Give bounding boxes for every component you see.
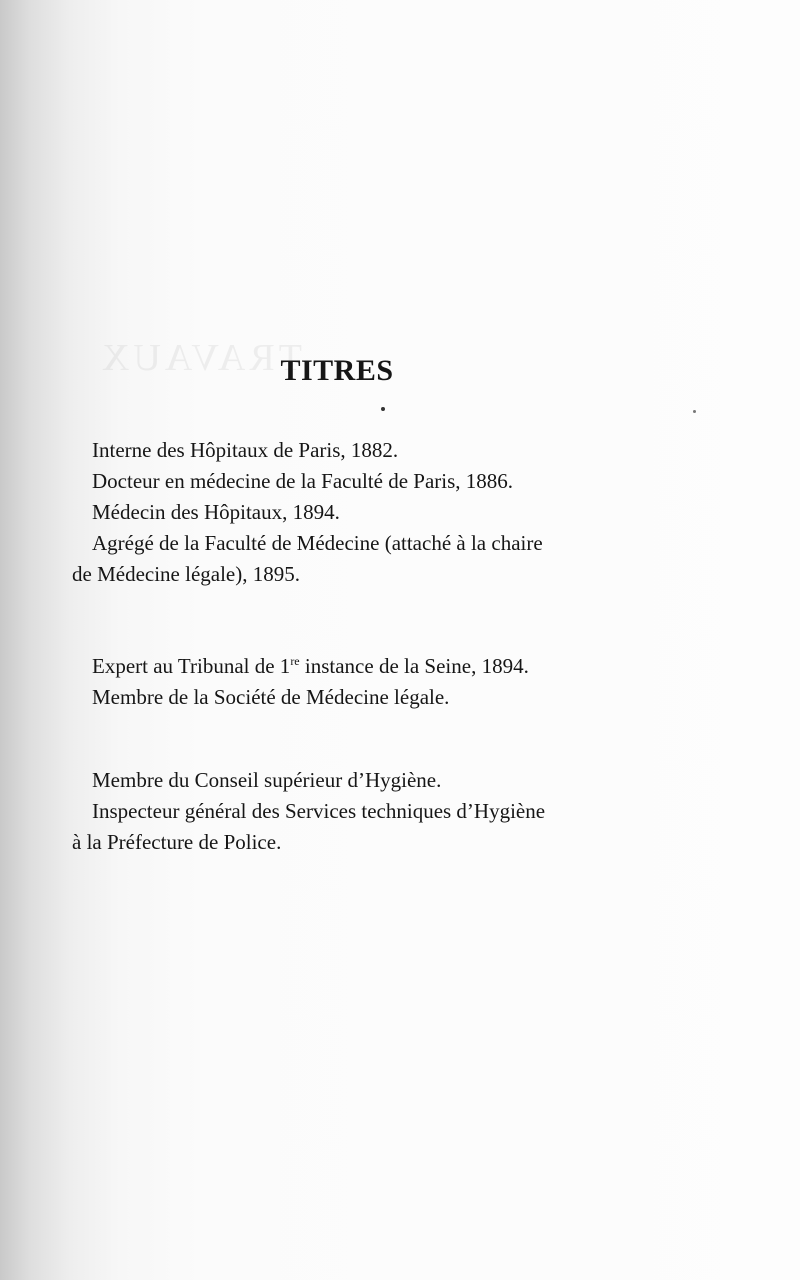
text-line: Agrégé de la Faculté de Médecine (attaché à la chaire — [92, 531, 543, 555]
ornament-dot — [381, 407, 385, 411]
text-line: Interne des Hôpitaux de Paris, 1882. — [92, 438, 399, 462]
superscript: re — [290, 654, 300, 668]
text-line — [92, 651, 529, 681]
text-line: Inspecteur général des Services techniques d’Hygiène — [92, 799, 546, 823]
page-title: TITRES — [280, 354, 394, 387]
show-through-text: TRAVAUX — [98, 337, 302, 379]
text-line: Membre de la Société de Médecine légale. — [92, 685, 450, 709]
speck — [693, 410, 696, 413]
text-line: Membre du Conseil supérieur d’Hygiène. — [92, 768, 442, 792]
text-fragment: Expert au Tribunal de 1 — [92, 654, 291, 678]
text-line: Médecin des Hôpitaux, 1894. — [92, 500, 340, 524]
text-line: Docteur en médecine de la Faculté de Paris, 1886. — [92, 469, 514, 493]
text-line: à la Préfecture de Police. — [72, 830, 282, 854]
text-fragment: instance de la Seine, 1894. — [299, 654, 529, 678]
text-line: de Médecine légale), 1895. — [72, 562, 300, 586]
